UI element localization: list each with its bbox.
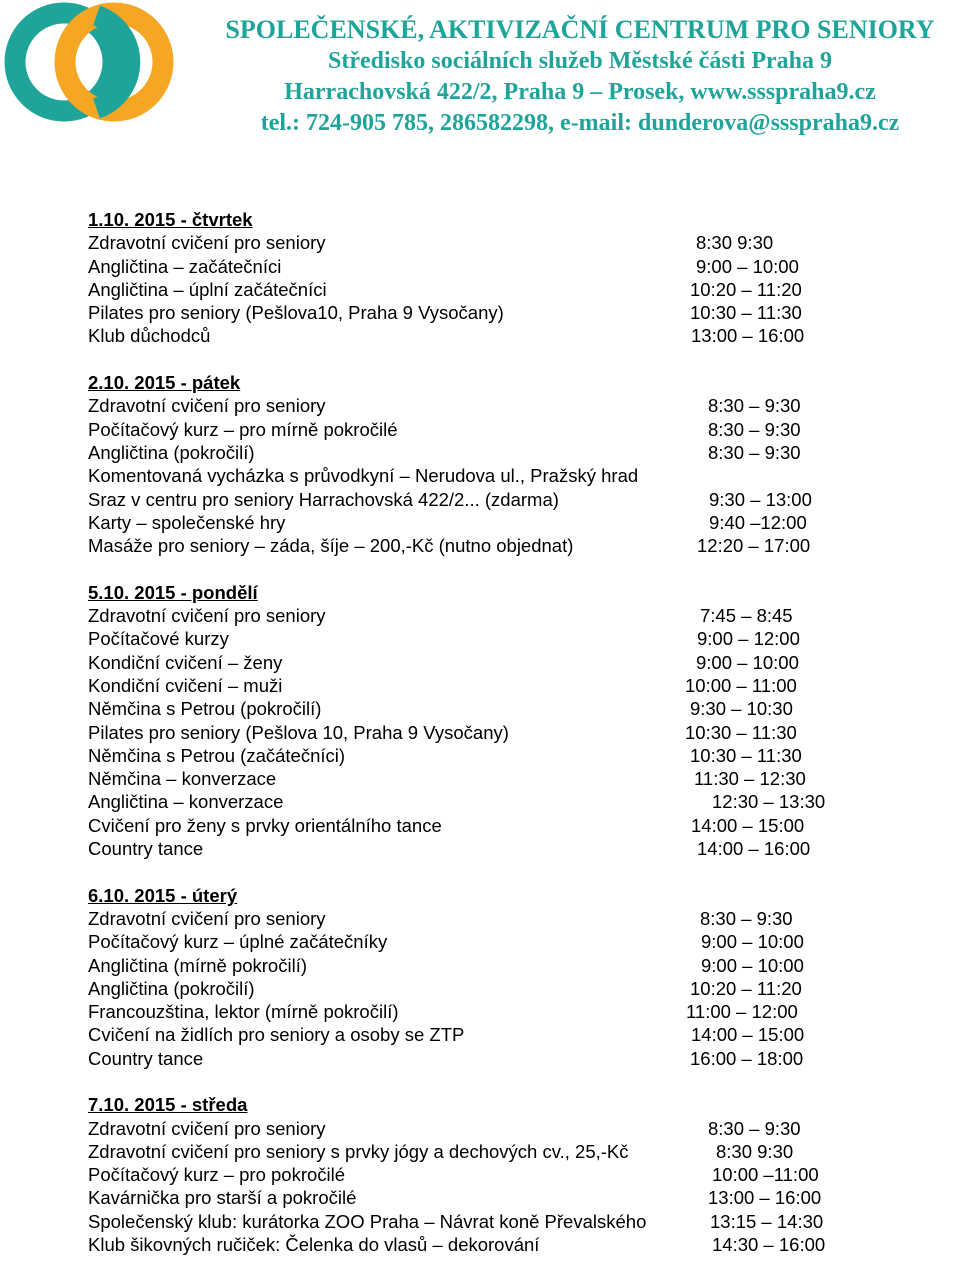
- activity-time: 14:30 – 16:00: [712, 1234, 826, 1256]
- schedule-row: [88, 977, 802, 1000]
- header-address: Harrachovská 422/2, Praha 9 – Prosek, www.ssspraha9.cz: [284, 79, 876, 105]
- activity-time: 10:20 – 11:20: [690, 977, 802, 999]
- activity-time: 8:30 9:30: [716, 1140, 794, 1162]
- activity-time: 14:00 – 16:00: [697, 838, 811, 860]
- schedule-row: [88, 604, 793, 627]
- activity-time: 9:30 – 10:30: [690, 698, 793, 720]
- day-section: [88, 208, 805, 348]
- schedule-row: [88, 814, 805, 837]
- schedule-row: [88, 674, 797, 697]
- activity-time: 8:30 – 9:30: [708, 418, 801, 440]
- activity-time: 8:30 – 9:30: [708, 441, 801, 463]
- activity-name: Zdravotní cvičení pro seniory s prvky jógy a dechových cv., 25,-Kč: [88, 1140, 629, 1162]
- activity-time: 11:30 – 12:30: [694, 768, 806, 790]
- day-heading: 6.10. 2015 - úterý: [88, 884, 238, 906]
- schedule-row: [88, 1186, 822, 1209]
- header-title: SPOLEČENSKÉ, AKTIVIZAČNÍ CENTRUM PRO SENIORY: [225, 15, 935, 44]
- activity-time: 14:00 – 15:00: [691, 1024, 805, 1046]
- schedule-row: [88, 651, 799, 674]
- activity-name: Sraz v centru pro seniory Harrachovská 422/2... (zdarma): [88, 488, 559, 510]
- schedule-row: [88, 744, 802, 767]
- schedule-row: [88, 511, 807, 534]
- schedule-row: [88, 627, 800, 650]
- header-organization: Středisko sociálních služeb Městské části Praha 9: [328, 48, 832, 74]
- activity-time: 9:00 – 12:00: [697, 628, 800, 650]
- activity-time: 13:15 – 14:30: [710, 1210, 824, 1232]
- activity-name: Cvičení pro ženy s prvky orientálního tance: [88, 814, 442, 836]
- schedule-row: [88, 231, 774, 254]
- schedule-row: [88, 1140, 794, 1163]
- activity-time: 10:00 –11:00: [712, 1164, 819, 1186]
- activity-name: Němčina s Petrou (začátečníci): [88, 744, 346, 766]
- activity-name: Zdravotní cvičení pro seniory: [88, 1117, 326, 1139]
- day-section: [88, 581, 826, 861]
- schedule-row: [88, 697, 793, 720]
- schedule-row: [88, 394, 801, 417]
- activity-time: 14:00 – 15:00: [691, 814, 805, 836]
- schedule-row: [88, 907, 793, 930]
- activity-time: 12:20 – 17:00: [697, 535, 811, 557]
- activity-name: Němčina – konverzace: [88, 768, 277, 790]
- activity-name: Pilates pro seniory (Pešlova 10, Praha 9 Vysočany): [88, 721, 509, 743]
- activity-time: 13:00 – 16:00: [708, 1187, 822, 1209]
- schedule-row: [88, 464, 639, 487]
- activity-time: 13:00 – 16:00: [691, 325, 805, 347]
- activity-time: 9:00 – 10:00: [701, 954, 804, 976]
- activity-name: Klub důchodců: [88, 325, 211, 347]
- schedule-row: [88, 1047, 804, 1070]
- schedule-row: [88, 255, 799, 278]
- activity-time: 9:30 – 13:00: [709, 488, 812, 510]
- page-header: [200, 14, 960, 139]
- activity-time: 10:30 – 11:30: [685, 721, 797, 743]
- schedule-row: [88, 301, 802, 324]
- activity-time: 9:40 –12:00: [709, 511, 807, 533]
- activity-name: Country tance: [88, 1047, 204, 1069]
- activity-name: Zdravotní cvičení pro seniory: [88, 232, 326, 254]
- schedule-row: [88, 1210, 824, 1233]
- schedule-row: [88, 790, 826, 813]
- activity-time: 11:00 – 12:00: [686, 1001, 798, 1023]
- schedule-row: [88, 1117, 801, 1140]
- schedule-row: [88, 721, 797, 744]
- day-section: [88, 884, 805, 1070]
- activity-name: Angličtina (pokročilí): [88, 977, 255, 999]
- schedule-row: [88, 1000, 798, 1023]
- schedule-row: [88, 954, 804, 977]
- header-contact: tel.: 724-905 785, 286582298, e-mail: dunderova@ssspraha9.cz: [260, 110, 900, 136]
- activity-time: 10:20 – 11:20: [690, 278, 802, 300]
- schedule-row: [88, 1163, 819, 1186]
- activity-name: Angličtina – konverzace: [88, 791, 284, 813]
- activity-name: Cvičení na židlích pro seniory a osoby se ZTP: [88, 1024, 465, 1046]
- schedule-row: [88, 1233, 826, 1256]
- weekly-schedule: [88, 208, 826, 1280]
- schedule-row: [88, 278, 802, 301]
- schedule-row: [88, 441, 801, 464]
- activity-time: 8:30 – 9:30: [700, 907, 793, 929]
- day-heading: 7.10. 2015 - středa: [88, 1094, 248, 1116]
- activity-time: 7:45 – 8:45: [700, 605, 793, 627]
- activity-name: Country tance: [88, 838, 204, 860]
- activity-name: Počítačový kurz – pro mírně pokročilé: [88, 418, 398, 440]
- schedule-row: [88, 488, 812, 511]
- schedule-row: [88, 534, 811, 557]
- activity-name: Kondiční cvičení – muži: [88, 674, 283, 696]
- schedule-row: [88, 930, 804, 953]
- day-heading: 5.10. 2015 - pondělí: [88, 581, 258, 603]
- activity-name: Angličtina – začátečníci: [88, 255, 282, 277]
- activity-time: 10:30 – 11:30: [690, 302, 802, 324]
- activity-name: Angličtina (mírně pokročilí): [88, 954, 307, 976]
- schedule-row: [88, 767, 806, 790]
- activity-name: Masáže pro seniory – záda, šíje – 200,-Kč (nutno objednat): [88, 535, 574, 557]
- day-section: [88, 1093, 826, 1256]
- activity-name: Počítačový kurz – úplné začátečníky: [88, 931, 388, 953]
- activity-name: Zdravotní cvičení pro seniory: [88, 907, 326, 929]
- activity-name: Francouzština, lektor (mírně pokročilí): [88, 1001, 399, 1023]
- activity-time: 8:30 – 9:30: [708, 1117, 801, 1139]
- day-heading: 2.10. 2015 - pátek: [88, 372, 241, 394]
- day-heading: 1.10. 2015 - čtvrtek: [88, 209, 253, 230]
- schedule-row: [88, 418, 801, 441]
- activity-time: 8:30 9:30: [696, 232, 774, 254]
- activity-name: Zdravotní cvičení pro seniory: [88, 395, 326, 417]
- activity-name: Společenský klub: kurátorka ZOO Praha – Návrat koně Převalského: [88, 1210, 647, 1232]
- activity-time: 8:30 – 9:30: [708, 395, 801, 417]
- activity-name: Klub šikovných ručiček: Čelenka do vlasů – dekorování: [88, 1234, 540, 1256]
- schedule-row: [88, 1023, 805, 1046]
- activity-name: Angličtina – úplní začátečníci: [88, 278, 327, 300]
- activity-time: 12:30 – 13:30: [712, 791, 826, 813]
- activity-time: 9:00 – 10:00: [696, 255, 799, 277]
- activity-time: 10:30 – 11:30: [690, 744, 802, 766]
- activity-name: Angličtina (pokročilí): [88, 441, 255, 463]
- activity-name: Počítačové kurzy: [88, 628, 229, 650]
- rings-logo-icon: [2, 0, 176, 126]
- activity-name: Karty – společenské hry: [88, 511, 286, 533]
- activity-name: Pilates pro seniory (Pešlova10, Praha 9 Vysočany): [88, 302, 504, 324]
- activity-name: Kavárnička pro starší a pokročilé: [88, 1187, 357, 1209]
- activity-name: Němčina s Petrou (pokročilí): [88, 698, 322, 720]
- day-section: [88, 371, 812, 557]
- activity-time: 16:00 – 18:00: [690, 1047, 804, 1069]
- activity-time: 10:00 – 11:00: [685, 674, 797, 696]
- activity-name: Zdravotní cvičení pro seniory: [88, 605, 326, 627]
- activity-time: 9:00 – 10:00: [701, 931, 804, 953]
- activity-name: Komentovaná vycházka s průvodkyní – Nerudova ul., Pražský hrad: [88, 465, 639, 487]
- schedule-row: [88, 837, 811, 860]
- schedule-row: [88, 324, 805, 347]
- activity-name: Počítačový kurz – pro pokročilé: [88, 1164, 346, 1186]
- activity-time: 9:00 – 10:00: [696, 651, 799, 673]
- activity-name: Kondiční cvičení – ženy: [88, 651, 283, 673]
